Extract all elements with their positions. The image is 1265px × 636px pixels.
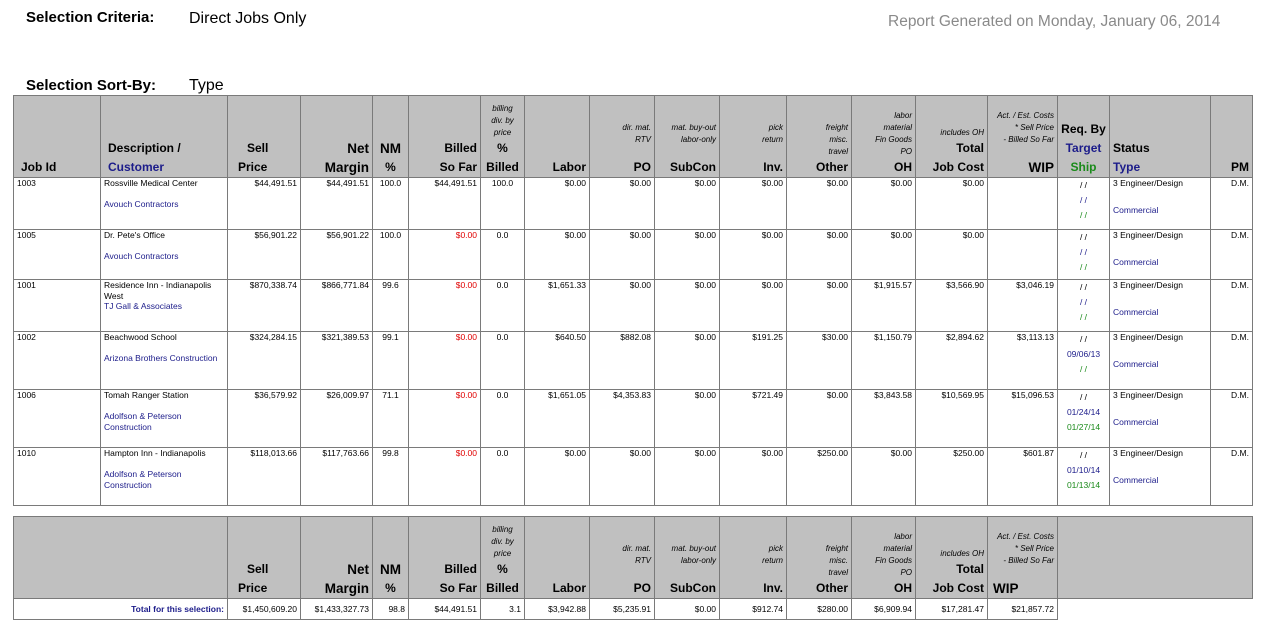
billed-so-far: $0.00 [409,332,481,390]
ship-date: / / [1079,262,1088,272]
totals-header-blank [14,517,228,599]
col-header-status-type: Status Type [1110,96,1211,178]
job-description: Rossville Medical Center [104,178,198,188]
ship-date: / / [1079,312,1088,322]
target-date: 01/10/14 [1066,465,1101,475]
target-date: / / [1079,195,1088,205]
total-sell-price: $1,450,609.20 [228,599,301,620]
inv: $0.00 [720,178,787,230]
customer-name: Adolfson & Peterson Construction [104,411,182,432]
net-margin: $56,901.22 [301,230,373,280]
job-id: 1006 [14,390,101,448]
total-job-cost: $0.00 [916,178,988,230]
job-type: Commercial [1113,417,1159,427]
status-text: 3 Engineer/Design [1113,230,1183,240]
labor: $0.00 [525,178,590,230]
req-by-cell [1058,332,1110,390]
status-text: 3 Engineer/Design [1113,280,1183,290]
col-header-wip: Act. / Est. Costs * Sell Price - Billed So Far WIP [988,96,1058,178]
totals-table [13,516,1253,620]
total-other: $280.00 [787,599,852,620]
totals-header-subcon: mat. buy-out labor-only SubCon [655,517,720,599]
total-oh: $6,909.94 [852,599,916,620]
net-margin: $26,009.97 [301,390,373,448]
inv: $0.00 [720,448,787,506]
totals-header-total-job-cost: includes OH Total Job Cost [916,517,988,599]
other: $30.00 [787,332,852,390]
subcon: $0.00 [655,280,720,332]
job-type: Commercial [1113,359,1159,369]
job-id: 1001 [14,280,101,332]
job-id: 1003 [14,178,101,230]
total-job-cost: $10,569.95 [916,390,988,448]
description-cell [101,390,228,448]
job-description: Residence Inn - Indianapolis West [104,280,212,301]
pct-billed: 0.0 [481,390,525,448]
po: $882.08 [590,332,655,390]
col-header-description: Description / Customer [101,96,228,178]
sell-price: $118,013.66 [228,448,301,506]
customer-name: TJ Gall & Associates [104,301,182,311]
selection-criteria-value: Direct Jobs Only [189,10,307,27]
net-margin: $44,491.51 [301,178,373,230]
other: $0.00 [787,178,852,230]
totals-header-wip: Act. / Est. Costs * Sell Price - Billed So Far WIP [988,517,1058,599]
job-description: Beachwood School [104,332,177,342]
net-margin: $117,763.66 [301,448,373,506]
nm-pct: 100.0 [373,230,409,280]
wip [988,178,1058,230]
table-row [14,230,1253,280]
description-cell [101,332,228,390]
billed-so-far: $0.00 [409,230,481,280]
col-header-po: dir. mat. RTV PO [590,96,655,178]
ship-date: 01/13/14 [1066,480,1101,490]
job-type: Commercial [1113,307,1159,317]
target-date: / / [1079,297,1088,307]
totals-blank-cell [1058,599,1253,620]
description-cell [101,178,228,230]
po: $0.00 [590,178,655,230]
total-job-cost: $2,894.62 [916,332,988,390]
totals-header-oh: labor material Fin Goods PO OH [852,517,916,599]
inv: $0.00 [720,230,787,280]
total-job-cost: $3,566.90 [916,280,988,332]
req-by-cell [1058,448,1110,506]
job-type: Commercial [1113,257,1159,267]
ship-date: / / [1079,210,1088,220]
description-cell [101,448,228,506]
wip: $601.87 [988,448,1058,506]
total-nm-pct: 98.8 [373,599,409,620]
req-by-cell [1058,230,1110,280]
total-wip: $21,857.72 [988,599,1058,620]
other: $0.00 [787,230,852,280]
req-by-date: / / [1079,180,1088,190]
col-header-job-id: Job Id [14,96,101,178]
job-id: 1002 [14,332,101,390]
col-header-other: freight misc. travel Other [787,96,852,178]
nm-pct: 99.8 [373,448,409,506]
customer-name: Arizona Brothers Construction [104,353,218,363]
totals-header-nm-pct: NM % [373,517,409,599]
job-id: 1010 [14,448,101,506]
total-job-cost: $0.00 [916,230,988,280]
col-header-req-by: Req. By Target Ship [1058,96,1110,178]
selection-criteria-label: Selection Criteria: [26,9,155,26]
req-by-date: / / [1079,282,1088,292]
table-row [14,448,1253,506]
total-net-margin: $1,433,327.73 [301,599,373,620]
totals-header-blank-right [1058,517,1253,599]
req-by-date: / / [1079,450,1088,460]
ship-date: 01/27/14 [1066,422,1101,432]
table-row [14,390,1253,448]
subcon: $0.00 [655,448,720,506]
pct-billed: 0.0 [481,230,525,280]
inv: $0.00 [720,280,787,332]
inv: $191.25 [720,332,787,390]
job-description: Tomah Ranger Station [104,390,189,400]
labor: $0.00 [525,230,590,280]
totals-header-sell-price: Sell Price [228,517,301,599]
wip [988,230,1058,280]
sell-price: $56,901.22 [228,230,301,280]
totals-header-labor: Labor [525,517,590,599]
inv: $721.49 [720,390,787,448]
totals-label: Total for this selection: [14,599,228,620]
status-cell [1110,390,1211,448]
col-header-inv: pick return Inv. [720,96,787,178]
status-text: 3 Engineer/Design [1113,332,1183,342]
wip: $15,096.53 [988,390,1058,448]
pm: D.M. [1211,178,1253,230]
table-row [14,280,1253,332]
customer-name: Adolfson & Peterson Construction [104,469,182,490]
wip: $3,046.19 [988,280,1058,332]
col-header-pct-billed: billing div. by price % Billed [481,96,525,178]
selection-sortby-label: Selection Sort-By: [26,77,157,94]
job-description: Dr. Pete's Office [104,230,165,240]
subcon: $0.00 [655,390,720,448]
report-generated-date: Report Generated on Monday, January 06, 2014 [888,13,1221,30]
status-text: 3 Engineer/Design [1113,178,1183,188]
labor: $0.00 [525,448,590,506]
col-header-billed-so-far: Billed So Far [409,96,481,178]
totals-header-net-margin: Net Margin [301,517,373,599]
customer-name: Avouch Contractors [104,199,179,209]
subcon: $0.00 [655,178,720,230]
totals-header-inv: pick return Inv. [720,517,787,599]
oh: $1,915.57 [852,280,916,332]
totals-header-po: dir. mat. RTV PO [590,517,655,599]
total-job-cost: $17,281.47 [916,599,988,620]
req-by-date: / / [1079,334,1088,344]
status-cell [1110,280,1211,332]
total-labor: $3,942.88 [525,599,590,620]
description-cell [101,280,228,332]
totals-header-pct-billed: billing div. by price % Billed [481,517,525,599]
pct-billed: 0.0 [481,448,525,506]
req-by-cell [1058,390,1110,448]
total-billed-so-far: $44,491.51 [409,599,481,620]
table-row [14,332,1253,390]
pct-billed: 0.0 [481,332,525,390]
oh: $1,150.79 [852,332,916,390]
other: $250.00 [787,448,852,506]
target-date: / / [1079,247,1088,257]
pm: D.M. [1211,448,1253,506]
status-text: 3 Engineer/Design [1113,390,1183,400]
totals-header-billed-so-far: Billed So Far [409,517,481,599]
wip: $3,113.13 [988,332,1058,390]
col-header-subcon: mat. buy-out labor-only SubCon [655,96,720,178]
req-by-cell [1058,280,1110,332]
ship-date: / / [1079,364,1088,374]
oh: $0.00 [852,178,916,230]
req-by-cell [1058,178,1110,230]
status-cell [1110,178,1211,230]
col-header-net-margin: Net Margin [301,96,373,178]
sell-price: $324,284.15 [228,332,301,390]
pm: D.M. [1211,332,1253,390]
job-type: Commercial [1113,205,1159,215]
description-cell [101,230,228,280]
totals-header-other: freight misc. travel Other [787,517,852,599]
status-text: 3 Engineer/Design [1113,448,1183,458]
totals-row [14,599,1253,620]
other: $0.00 [787,280,852,332]
other: $0.00 [787,390,852,448]
oh: $3,843.58 [852,390,916,448]
labor: $1,651.33 [525,280,590,332]
labor: $640.50 [525,332,590,390]
billed-so-far: $0.00 [409,390,481,448]
billed-so-far: $44,491.51 [409,178,481,230]
jobs-table [13,95,1253,506]
col-header-pm: PM [1211,96,1253,178]
nm-pct: 71.1 [373,390,409,448]
job-id: 1005 [14,230,101,280]
pm: D.M. [1211,280,1253,332]
table-row [14,178,1253,230]
po: $4,353.83 [590,390,655,448]
selection-sortby-value: Type [189,77,224,94]
status-cell [1110,230,1211,280]
oh: $0.00 [852,448,916,506]
job-description: Hampton Inn - Indianapolis [104,448,206,458]
total-job-cost: $250.00 [916,448,988,506]
status-cell [1110,448,1211,506]
subcon: $0.00 [655,332,720,390]
req-by-date: / / [1079,392,1088,402]
oh: $0.00 [852,230,916,280]
nm-pct: 99.1 [373,332,409,390]
po: $0.00 [590,230,655,280]
subcon: $0.00 [655,230,720,280]
col-header-oh: labor material Fin Goods PO OH [852,96,916,178]
pm: D.M. [1211,230,1253,280]
col-header-labor: Labor [525,96,590,178]
pm: D.M. [1211,390,1253,448]
col-header-sell-price: Sell Price [228,96,301,178]
col-header-total-job-cost: includes OH Total Job Cost [916,96,988,178]
col-header-nm-pct: NM % [373,96,409,178]
total-subcon: $0.00 [655,599,720,620]
pct-billed: 0.0 [481,280,525,332]
labor: $1,651.05 [525,390,590,448]
target-date: 09/06/13 [1066,349,1101,359]
net-margin: $866,771.84 [301,280,373,332]
customer-name: Avouch Contractors [104,251,179,261]
sell-price: $44,491.51 [228,178,301,230]
total-pct-billed: 3.1 [481,599,525,620]
sell-price: $870,338.74 [228,280,301,332]
billed-so-far: $0.00 [409,280,481,332]
nm-pct: 99.6 [373,280,409,332]
po: $0.00 [590,280,655,332]
net-margin: $321,389.53 [301,332,373,390]
total-inv: $912.74 [720,599,787,620]
req-by-date: / / [1079,232,1088,242]
job-type: Commercial [1113,475,1159,485]
nm-pct: 100.0 [373,178,409,230]
status-cell [1110,332,1211,390]
total-po: $5,235.91 [590,599,655,620]
sell-price: $36,579.92 [228,390,301,448]
pct-billed: 100.0 [481,178,525,230]
target-date: 01/24/14 [1066,407,1101,417]
po: $0.00 [590,448,655,506]
billed-so-far: $0.00 [409,448,481,506]
